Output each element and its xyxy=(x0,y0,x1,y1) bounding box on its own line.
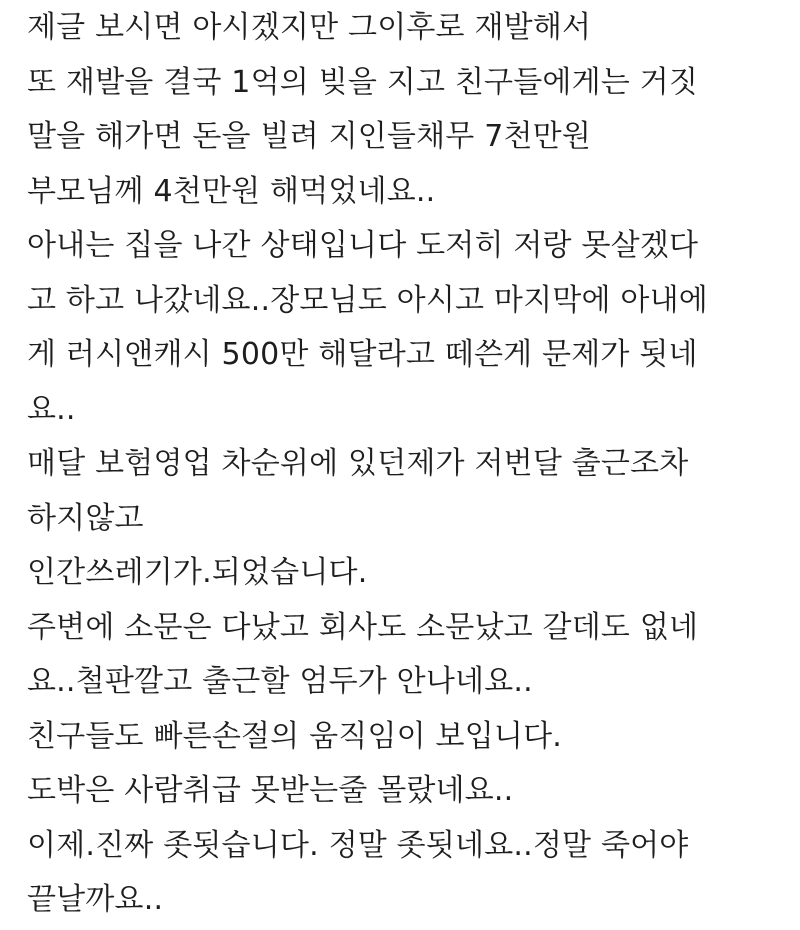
text-line: 인간쓰레기가.되었습니다. xyxy=(27,555,368,590)
text-line: 부모님께 4천만원 해먹었네요.. xyxy=(27,173,436,209)
text-line: 요..철판깔고 출근할 엄두가 안나네요.. xyxy=(27,664,533,699)
text-line: 제글 보시면 아시겠지만 그이후로 재발해서 xyxy=(27,10,592,45)
text-line: 또 재발을 결국 1억의 빚을 지고 친구들에게는 거짓 xyxy=(27,64,699,100)
post-body xyxy=(27,0,797,930)
text-line: 게 러시앤캐시 500만 해달라고 떼쓴게 문제가 됫네 xyxy=(27,337,698,372)
text-line: 요.. xyxy=(27,391,76,427)
text-line: 하지않고 xyxy=(27,500,144,536)
text-line: 도박은 사람취급 못받는줄 몰랐네요.. xyxy=(27,773,514,808)
text-line: 말을 해가면 돈을 빌려 지인들채무 7천만원 xyxy=(27,119,592,154)
text-line: 끝날까요.. xyxy=(27,882,164,917)
text-line: 이제.진짜 좃됫습니다. 정말 좃됫네요..정말 죽어야 xyxy=(27,827,689,863)
post-text xyxy=(27,1,797,928)
text-line: 주변에 소문은 다났고 회사도 소문났고 갈데도 없네 xyxy=(27,609,699,645)
text-line: 친구들도 빠른손절의 움직임이 보입니다. xyxy=(27,718,563,754)
text-line: 고 하고 나갔네요..장모님도 아시고 마지막에 아내에 xyxy=(27,282,708,318)
text-line: 매달 보험영업 차순위에 있던제가 저번달 출근조차 xyxy=(27,446,689,481)
text-line: 아내는 집을 나간 상태입니다 도저히 저랑 못살겠다 xyxy=(27,228,699,263)
